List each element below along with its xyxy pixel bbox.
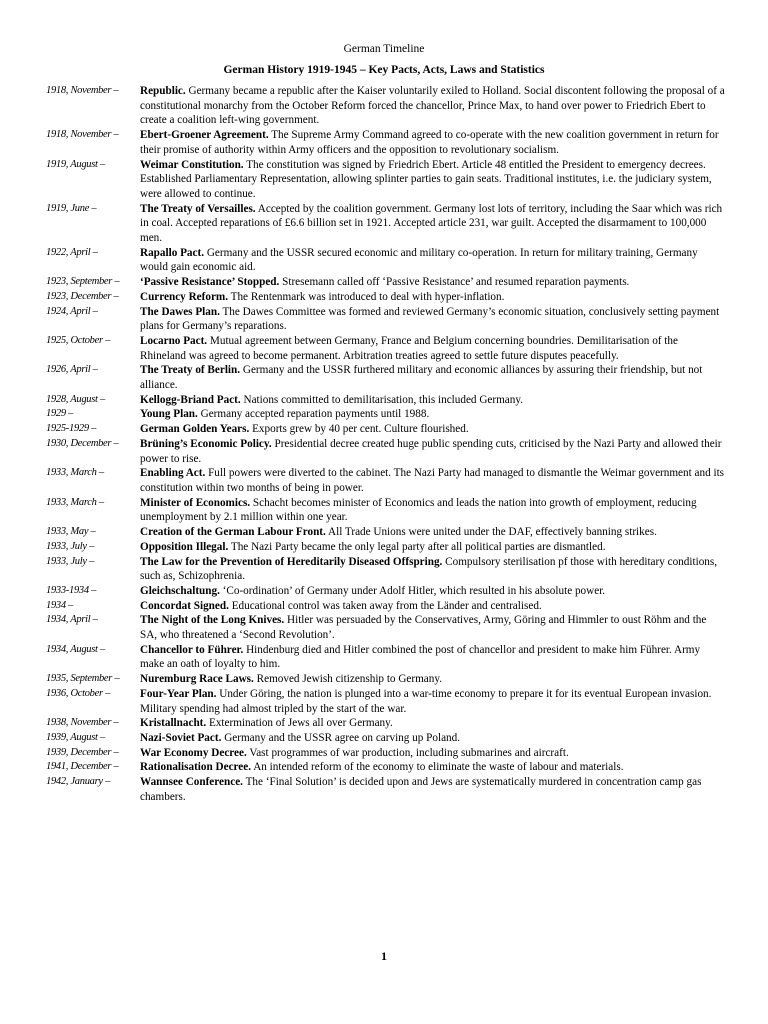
- timeline-entry: [46, 128, 726, 157]
- entry-date: 1929 –: [46, 408, 74, 420]
- entry-text: [140, 716, 726, 731]
- entry-body: Under Göring, the nation is plunged into a war-time economy to prepare it for its eventual European invasion. Military spending had almost tripled by the start of the war.: [140, 687, 712, 715]
- entry-body: Stresemann called off ‘Passive Resistance’ and resumed reparation payments.: [279, 276, 630, 289]
- entry-text: [140, 158, 726, 202]
- entry-heading: Kellogg-Briand Pact.: [140, 393, 241, 406]
- timeline-entry: [46, 407, 726, 422]
- entry-text: [140, 555, 726, 584]
- timeline-entry: [46, 525, 726, 540]
- entry-date: 1933, May –: [46, 526, 96, 538]
- entry-heading: The Night of the Long Knives.: [140, 614, 285, 627]
- timeline-entry: [46, 158, 726, 202]
- entry-text: [140, 731, 726, 746]
- timeline-entry: [46, 246, 726, 275]
- timeline-list: [46, 84, 726, 804]
- entry-body: Accepted by the coalition government. Germany lost lots of territory, including the Saar which was rich in coal. Accepted reparations of £6.6 billion set in 1921. Accepted article 231, war guilt. Accepted the disarmament to 100,000 men.: [140, 202, 723, 245]
- entry-date: 1934, August –: [46, 643, 105, 655]
- timeline-entry: [46, 760, 726, 775]
- entry-text: [140, 202, 726, 246]
- entry-text: [140, 613, 726, 642]
- entry-body: The Dawes Committee was formed and reviewed Germany’s economic situation, conclusively setting payment plans for Germany’s reparations.: [140, 305, 720, 333]
- entry-body: Germany and the USSR furthered military and economic alliances by assuring their friendship, but not alliance.: [140, 364, 703, 392]
- timeline-entry: [46, 305, 726, 334]
- entry-body: Full powers were diverted to the cabinet. The Nazi Party had managed to dismantle the Weimar government and its constitution within two months of being in power.: [140, 467, 725, 494]
- entry-date: 1925-1929 –: [46, 423, 97, 435]
- entry-date: 1924, April –: [46, 305, 98, 317]
- entry-date: 1942, January –: [46, 776, 111, 788]
- timeline-entry: [46, 437, 726, 466]
- entry-heading: War Economy Decree.: [140, 746, 247, 759]
- entry-date: 1925, October –: [46, 334, 111, 346]
- entry-body: Exports grew by 40 per cent. Culture flourished.: [249, 423, 469, 436]
- timeline-entry: [46, 466, 726, 495]
- entry-body: The Rentenmark was introduced to deal with hyper-inflation.: [228, 290, 505, 303]
- entry-heading: Nazi-Soviet Pact.: [140, 731, 222, 744]
- entry-text: [140, 437, 726, 466]
- entry-date: 1936, October –: [46, 687, 111, 699]
- entry-heading: The Treaty of Versailles.: [140, 202, 256, 215]
- entry-body: Educational control was taken away from the Länder and centralised.: [228, 599, 542, 612]
- entry-date: 1933-1934 –: [46, 584, 97, 596]
- timeline-entry: [46, 496, 726, 525]
- entry-heading: German Golden Years.: [140, 423, 250, 436]
- entry-text: [140, 746, 726, 761]
- entry-date: 1933, July –: [46, 540, 95, 552]
- timeline-entry: [46, 613, 726, 642]
- entry-body: Hindenburg died and Hitler combined the post of chancellor and president to make him Führer. Army make an oath of loyalty to him.: [140, 643, 701, 671]
- entry-heading: Rapallo Pact.: [140, 246, 205, 259]
- entry-heading: Four-Year Plan.: [140, 687, 217, 700]
- entry-heading: Chancellor to Führer.: [140, 643, 244, 656]
- timeline-entry: [46, 540, 726, 555]
- entry-body: The constitution was signed by Friedrich Ebert. Article 48 entitled the President to emergency decrees. Established Parliamentary Representation, allowing splinter parties to gain seats. Traditional institutes, i.e. the judiciary system, were allowed to continue.: [140, 158, 712, 200]
- entry-text: [140, 672, 726, 687]
- entry-body: The Nazi Party became the only legal party after all political parties are dismantled.: [228, 540, 606, 553]
- entry-date: 1918, November –: [46, 129, 119, 141]
- entry-date: 1922, April –: [46, 246, 98, 258]
- entry-heading: Minister of Economics.: [140, 496, 251, 509]
- entry-heading: Republic.: [140, 85, 186, 97]
- entry-heading: Creation of the German Labour Front.: [140, 526, 326, 539]
- entry-text: [140, 422, 726, 437]
- entry-date: 1934 –: [46, 599, 74, 611]
- entry-date: 1941, December –: [46, 761, 119, 773]
- entry-body: An intended reform of the economy to eliminate the waste of labour and materials.: [251, 761, 624, 774]
- entry-heading: Wannsee Conference.: [140, 776, 243, 789]
- timeline-entry: [46, 643, 726, 672]
- timeline-entry: [46, 599, 726, 614]
- entry-heading: Concordat Signed.: [140, 599, 229, 612]
- entry-date: 1933, March –: [46, 467, 104, 479]
- entry-text: [140, 775, 726, 804]
- entry-heading: Young Plan.: [140, 408, 198, 421]
- entry-body: All Trade Unions were united under the DAF, effectively banning strikes.: [325, 526, 657, 539]
- entry-date: 1933, July –: [46, 555, 95, 567]
- entry-body: Compulsory sterilisation pf those with hereditary conditions, such as, Schizophrenia.: [140, 555, 718, 583]
- entry-body: Extermination of Jews all over Germany.: [206, 717, 393, 730]
- entry-heading: Gleichschaltung.: [140, 584, 220, 597]
- entry-text: [140, 84, 726, 128]
- entry-text: [140, 525, 726, 540]
- timeline-entry: [46, 584, 726, 599]
- entry-body: Germany and the USSR agree on carving up Poland.: [221, 731, 461, 744]
- entry-body: ‘Co-ordination’ of Germany under Adolf Hitler, which resulted in his absolute power.: [219, 584, 606, 597]
- entry-text: [140, 540, 726, 555]
- entry-text: [140, 363, 726, 392]
- timeline-entry: [46, 672, 726, 687]
- entry-text: [140, 760, 726, 775]
- entry-body: Germany accepted reparation payments until 1988.: [197, 408, 430, 421]
- entry-body: Schacht becomes minister of Economics and leads the nation into growth of employment, reducing unemployment by 2.1 million within one year.: [140, 496, 697, 524]
- entry-date: 1926, April –: [46, 364, 98, 376]
- entry-date: 1928, August –: [46, 393, 105, 405]
- entry-heading: Currency Reform.: [140, 290, 229, 303]
- entry-text: [140, 643, 726, 672]
- entry-heading: Rationalisation Decree.: [140, 761, 252, 774]
- document-title: German Timeline: [343, 43, 425, 55]
- entry-body: Germany and the USSR secured economic and military co-operation. In return for military training, Germany would gain economic aid.: [140, 246, 698, 274]
- entry-text: [140, 290, 726, 305]
- entry-date: 1923, December –: [46, 290, 119, 302]
- entry-date: 1923, September –: [46, 276, 120, 288]
- entry-heading: The Law for the Prevention of Hereditarily Diseased Offspring.: [140, 555, 443, 568]
- timeline-entry: [46, 422, 726, 437]
- entry-text: [140, 393, 726, 408]
- entry-body: The Supreme Army Command agreed to co-operate with the new coalition government in return for their promise of authority within Army officers and the opposition to revolutionary socialism.: [140, 129, 719, 156]
- entry-heading: Kristallnacht.: [140, 717, 207, 730]
- entry-text: [140, 128, 726, 157]
- entry-heading: Nuremburg Race Laws.: [140, 673, 254, 686]
- entry-text: [140, 275, 726, 290]
- timeline-entry: [46, 687, 726, 716]
- entry-heading: The Treaty of Berlin.: [140, 364, 241, 377]
- entry-date: 1919, June –: [46, 202, 97, 214]
- entry-text: [140, 599, 726, 614]
- entry-date: 1933, March –: [46, 496, 104, 508]
- entry-date: 1939, December –: [46, 746, 119, 758]
- timeline-entry: [46, 84, 726, 128]
- timeline-entry: [46, 202, 726, 246]
- page-number: 1: [381, 949, 387, 963]
- entry-body: Mutual agreement between Germany, France and Belgium concerning boundries. Demilitarisation of the Rhineland was agreed to become permanent. Arbitration treaties agreed to settle future disputes peacefully.: [140, 334, 678, 362]
- entry-heading: Weimar Constitution.: [140, 158, 244, 171]
- entry-date: 1918, November –: [46, 85, 119, 96]
- entry-body: Hitler was persuaded by the Conservatives, Army, Göring and Himmler to oust Röhm and the SA, who threatened a ‘Second Revolution’.: [140, 614, 707, 642]
- timeline-entry: [46, 775, 726, 804]
- entry-date: 1938, November –: [46, 717, 119, 729]
- entry-body: Nations committed to demilitarisation, this included Germany.: [240, 393, 524, 406]
- entry-heading: Enabling Act.: [140, 467, 206, 480]
- entry-heading: Ebert-Groener Agreement.: [140, 129, 269, 142]
- entry-text: [140, 584, 726, 599]
- entry-heading: Opposition Illegal.: [140, 540, 229, 553]
- entry-text: [140, 246, 726, 275]
- entry-date: 1935, September –: [46, 673, 120, 685]
- entry-body: Removed Jewish citizenship to Germany.: [253, 673, 443, 686]
- entry-date: 1939, August –: [46, 731, 105, 743]
- entry-text: [140, 305, 726, 334]
- entry-text: [140, 687, 726, 716]
- entry-body: Germany became a republic after the Kaiser voluntarily exiled to Holland. Social discontent following the proposal of a constitutional monarchy from the October Reform forced the chancellor, Prince Max, to hand over power to Friedrich Ebert to create a coalition left-wing government.: [140, 85, 725, 127]
- entry-heading: The Dawes Plan.: [140, 305, 220, 318]
- entry-body: Presidential decree created huge public spending cuts, criticised by the Nazi Party and allowed their power to rise.: [140, 437, 722, 465]
- entry-heading: ‘Passive Resistance’ Stopped.: [140, 276, 280, 289]
- timeline-entry: [46, 290, 726, 305]
- document-subtitle: German History 1919-1945 – Key Pacts, Acts, Laws and Statistics: [223, 64, 545, 76]
- entry-heading: Locarno Pact.: [140, 334, 208, 347]
- timeline-entry: [46, 555, 726, 584]
- entry-text: [140, 407, 726, 422]
- timeline-entry: [46, 334, 726, 363]
- timeline-entry: [46, 746, 726, 761]
- entry-heading: Brüning’s Economic Policy.: [140, 437, 272, 450]
- entry-date: 1930, December –: [46, 437, 119, 449]
- timeline-entry: [46, 363, 726, 392]
- timeline-entry: [46, 716, 726, 731]
- entry-body: The ‘Final Solution’ is decided upon and Jews are systematically murdered in concentration camp gas chambers.: [140, 776, 702, 803]
- entry-date: 1934, April –: [46, 614, 98, 626]
- timeline-entry: [46, 731, 726, 746]
- entry-date: 1919, August –: [46, 158, 105, 170]
- entry-text: [140, 496, 726, 525]
- entry-text: [140, 334, 726, 363]
- timeline-entry: [46, 393, 726, 408]
- entry-body: Vast programmes of war production, including submarines and aircraft.: [246, 746, 569, 759]
- entry-text: [140, 466, 726, 495]
- timeline-entry: [46, 275, 726, 290]
